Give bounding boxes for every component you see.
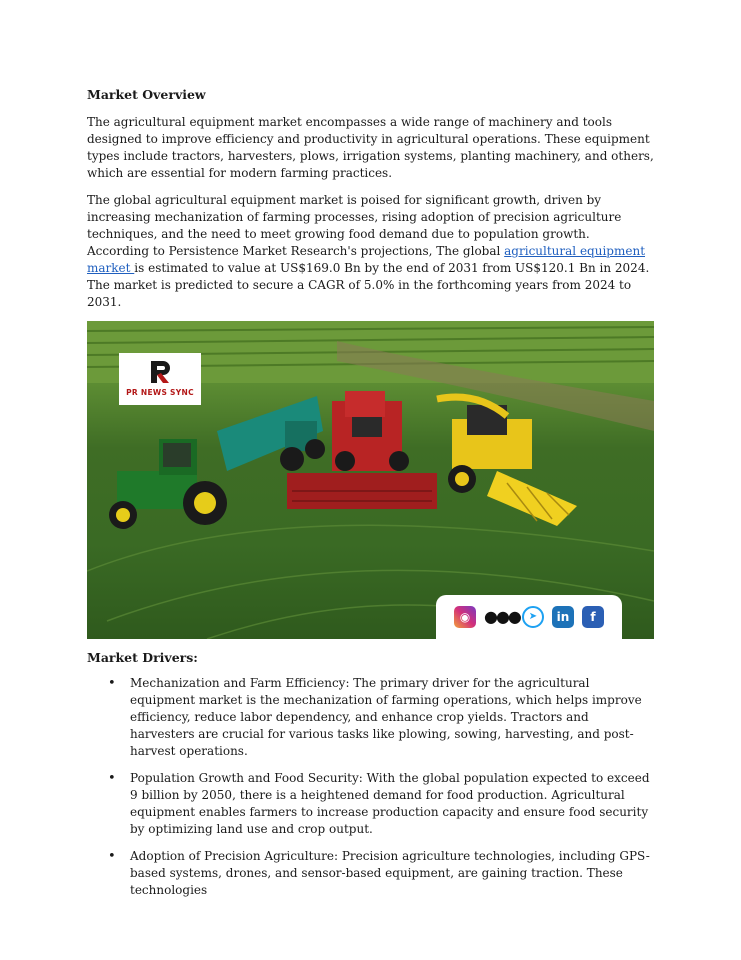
green-tractor <box>109 439 227 529</box>
teal-trailer <box>217 396 325 471</box>
agricultural-equipment-market-link[interactable]: agricultural equipment market <box>87 244 646 275</box>
market-overview-heading: Market Overview <box>87 87 206 102</box>
market-drivers-list <box>87 675 654 899</box>
medium-icon[interactable]: ●●● <box>484 607 520 626</box>
overview-paragraph-1: The agricultural equipment market encompasses a wide range of machinery and tools designed to improve efficiency and productivity in agricultural operations. These equipment types include tractors, harvesters, plows, irrigation systems, planting machinery, and others, which are essential for modern farming practices. <box>87 115 654 180</box>
pr-news-sync-logo <box>119 353 201 405</box>
facebook-icon[interactable]: f <box>582 606 604 628</box>
logo-text: PR NEWS SYNC <box>126 388 194 397</box>
yellow-forage-harvester <box>437 397 577 526</box>
market-drivers-heading: Market Drivers: <box>87 650 198 665</box>
paragraph-2-text-after: is estimated to value at US$169.0 Bn by the end of 2031 from US$120.1 Bn in 2024. The market is predicted to secure a CAGR of 5.0% in the forthcoming years from 2024 to 2031. <box>87 261 650 309</box>
paragraph-2-text-before: The global agricultural equipment market is poised for significant growth, driven by increasing mechanization of farming processes, rising adoption of precision agriculture techniques, and the need to meet growing food demand due to population growth. According to Persistence Market Research's projections, The global <box>87 193 622 258</box>
list-item: • Adoption of Precision Agriculture: Precision agriculture technologies, including GPS-based systems, drones, and sensor-based equipment, are gaining traction. These technologies <box>130 848 654 899</box>
pr-logo-icon <box>147 359 173 385</box>
document-page <box>87 86 654 909</box>
instagram-icon[interactable]: ◉ <box>454 606 476 628</box>
agricultural-machinery-photo <box>87 321 654 639</box>
twitter-icon[interactable]: ➤ <box>522 606 544 628</box>
social-icons-bar <box>436 595 622 639</box>
list-item: • Mechanization and Farm Efficiency: The primary driver for the agricultural equipment market is the mechanization of farming operations, which helps improve efficiency, reduce labor dependency, and enhance crop yields. Tractors and harvesters are crucial for various tasks like plowing, sowing, harvesting, and post-harvest operations. <box>130 675 654 760</box>
overview-paragraph-2 <box>87 192 654 311</box>
linkedin-icon[interactable]: in <box>552 606 574 628</box>
list-item: • Population Growth and Food Security: With the global population expected to exceed 9 billion by 2050, there is a heightened demand for food production. Agricultural equipment enables farmers to increase production capacity and ensure food security by optimizing land use and crop output. <box>130 770 654 838</box>
